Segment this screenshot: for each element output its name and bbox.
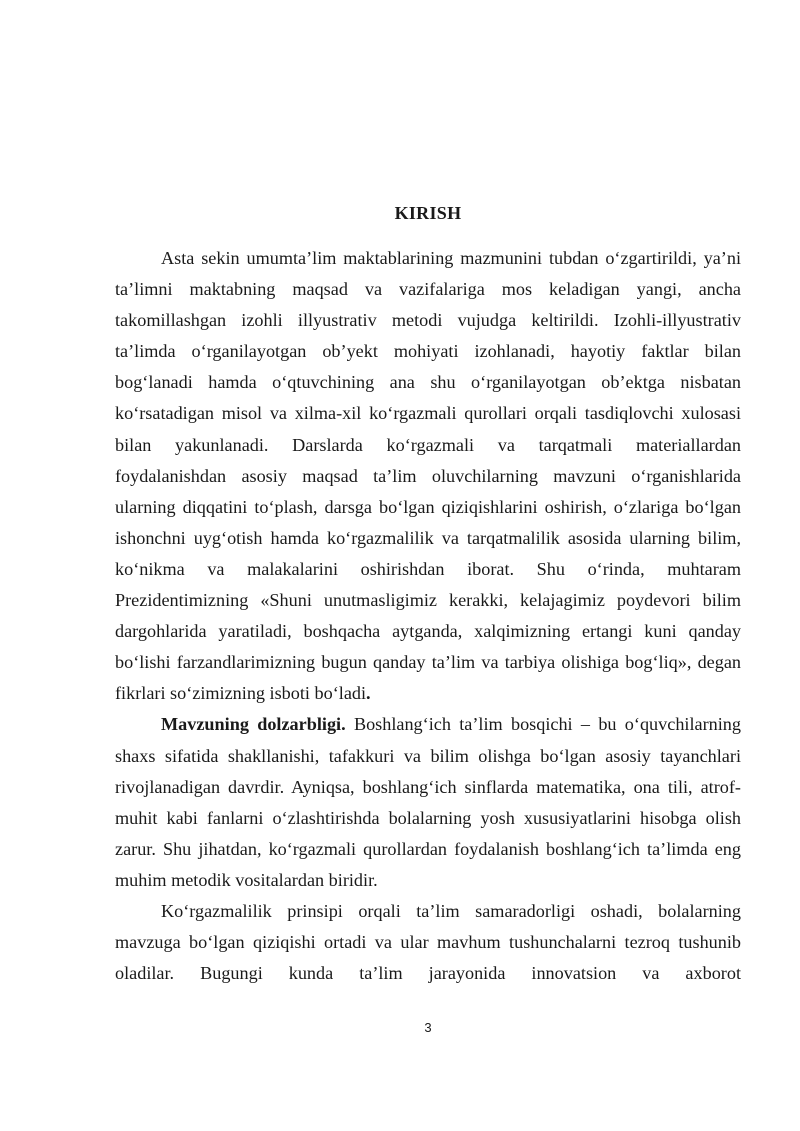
paragraph-introduction	[115, 243, 741, 709]
paragraph-lead-heading: Mavzuning dolzarbligi.	[161, 714, 346, 735]
paragraph-text: Ko‘rgazmalilik prinsipi orqali ta’lim samaradorligi oshadi, bolalarning mavzuga bo‘lgan qiziqishi ortadi va ular mavhum tushunchalarni tezroq tushunib oladilar. Bugungi kunda ta’lim jarayonida innovatsion va axborot	[115, 900, 741, 984]
page-number: 3	[424, 1020, 432, 1035]
body-text	[115, 243, 741, 989]
paragraph-relevance	[115, 709, 741, 896]
paragraph-visual-principle	[115, 896, 741, 989]
paragraph-text: Boshlang‘ich ta’lim bosqichi – bu o‘quvchilarning shaxs sifatida shakllanishi, tafakkuri va bilim olishga bo‘lgan asosiy tayanchlari rivojlanadigan davrdir. Ayniqsa, boshlang‘ich sinflarda matematika, ona tili, atrof-muhit kabi fanlarni o‘zlashtirishda bolalarning yosh xususiyatlarini hisobga olish zarur. Shu jihatdan, ko‘rgazmali qurollardan foydalanish boshlang‘ich ta’limda eng muhim metodik vositalardan biridir.	[115, 714, 741, 890]
paragraph-end-mark: .	[366, 683, 371, 704]
section-heading: KIRISH	[394, 203, 462, 223]
paragraph-text: Asta sekin umumta’lim maktablarining mazmunini tubdan o‘zgartirildi, ya’ni ta’limni maktabning maqsad va vazifalariga mos keladigan yangi, ancha takomillashgan izohli illyustrativ metodi vujudga keltirildi. Izohli-illyustrativ ta’limda o‘rganilayotgan ob’yekt mohiyati izohlanadi, hayotiy faktlar bilan bog‘lanadi hamda o‘qtuvchining ana shu o‘rganilayotgan ob’ektga nisbatan ko‘rsatadigan misol va xilma-xil ko‘rgazmali qurollari orqali tasdiqlovchi xulosasi bilan yakunlanadi. Darslarda ko‘rgazmali va tarqatmali materiallardan foydalanishdan asosiy maqsad ta’lim oluvchilarning mavzuni o‘rganishlarida ularning diqqatini to‘plash, darsga bo‘lgan qiziqishlarini oshirish, o‘zlariga bo‘lgan ishonchni uyg‘otish hamda ko‘rgazmalilik va tarqatmalilik asosida ularning bilim, ko‘nikma va malakalarini oshirishdan iborat. Shu o‘rinda, muhtaram Prezidentimizning «Shuni unutmasligimiz kerakki, kelajagimiz poydevori bilim dargohlarida yaratiladi, boshqacha aytganda, xalqimizning ertangi kuni qanday bo‘lishi farzandlarimizning bugun qanday ta’lim va tarbiya olishiga bog‘liq», degan fikrlari so‘zimizning isboti bo‘ladi	[115, 248, 741, 704]
